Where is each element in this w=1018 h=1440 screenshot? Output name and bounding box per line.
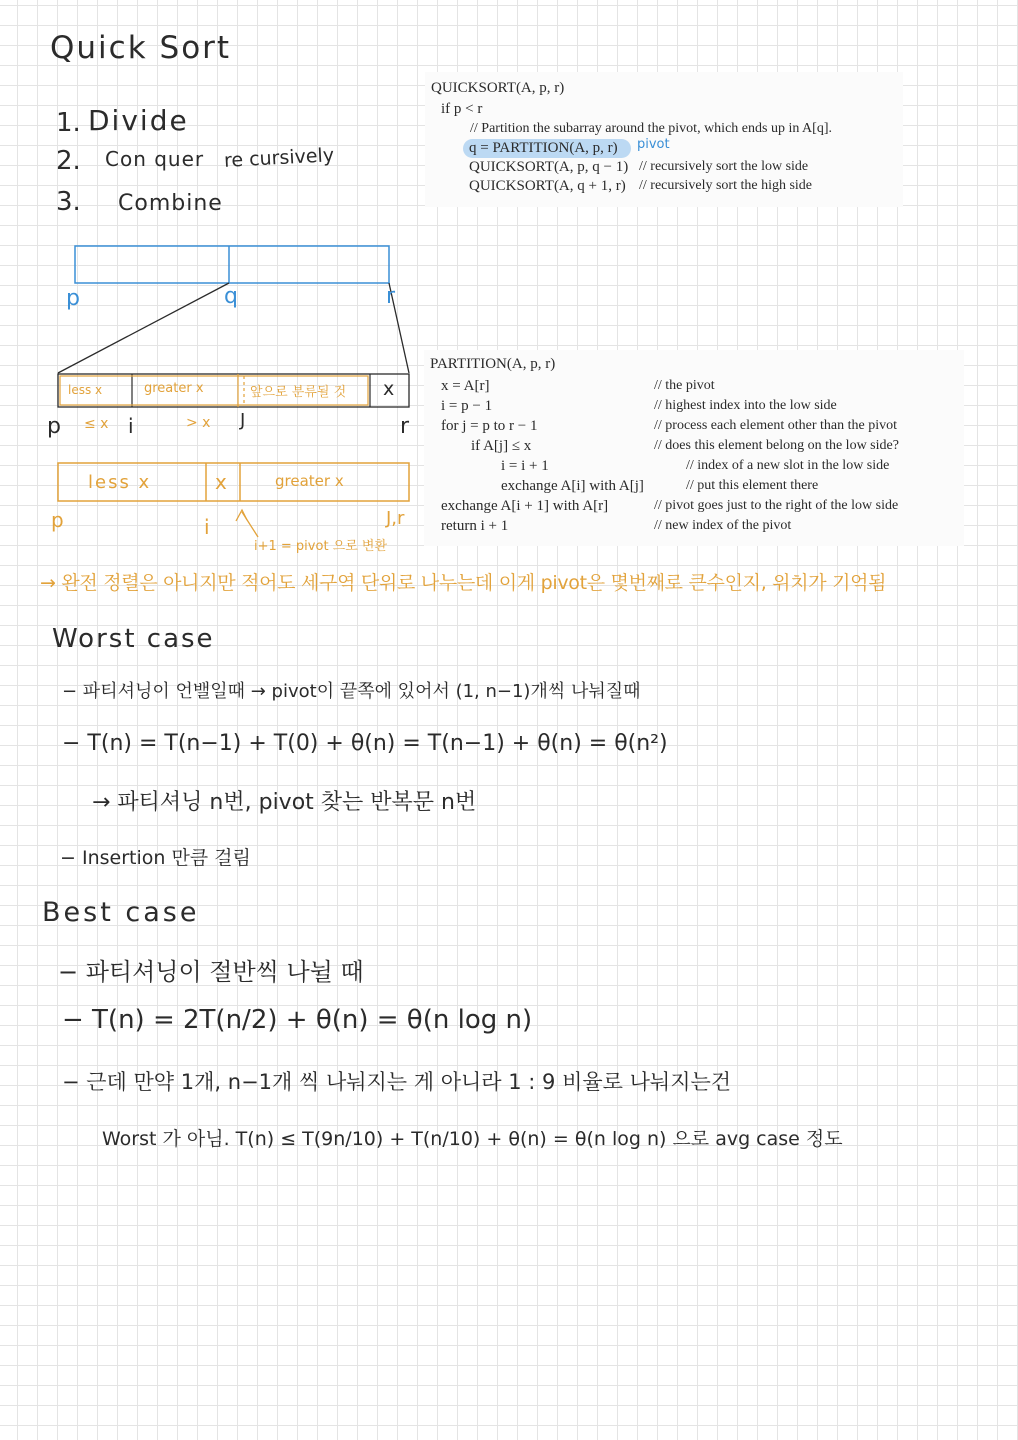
step-2-number: 2. — [56, 146, 81, 176]
quicksort-comment-high: // recursively sort the high side — [639, 178, 813, 193]
mid-label-gt: > x — [186, 415, 211, 431]
quicksort-line-partition: q = PARTITION(A, p, r) — [469, 140, 618, 156]
quicksort-line-if: if p < r — [441, 101, 483, 117]
quicksort-line-high: QUICKSORT(A, q + 1, r) — [469, 178, 626, 194]
step-3-text: Combine — [118, 191, 223, 216]
partition-comment-1: // the pivot — [654, 378, 715, 393]
page-title: Quick Sort — [50, 30, 232, 66]
best-case-heading: Best case — [42, 897, 200, 928]
best-case-line-4: Worst 가 아님. T(n) ≤ T(9n/10) + T(n/10) + θ(n) = θ(n log n) 으로 avg case 정도 — [102, 1128, 843, 1150]
partition-comment-2: // highest index into the low side — [654, 398, 837, 413]
partition-code-5: i = i + 1 — [501, 458, 549, 474]
bottom-cell-greater: greater x — [275, 472, 344, 490]
step-3-number: 3. — [56, 187, 81, 217]
blue-array — [75, 246, 389, 283]
quicksort-comment-low: // recursively sort the low side — [639, 159, 809, 174]
partition-comment-4: // does this element belong on the low side? — [654, 438, 899, 453]
mid-label-i: i — [128, 414, 134, 438]
step-1-text: Divide — [88, 104, 189, 137]
quicksort-line-low: QUICKSORT(A, p, q − 1) — [469, 159, 629, 175]
top-label-q: q — [224, 284, 238, 309]
mid-cell-unsorted: 앞으로 분류될 것 — [250, 385, 347, 400]
partition-comment-8: // new index of the pivot — [654, 518, 792, 533]
bottom-label-note: i+1 = pivot 으로 변환 — [254, 539, 388, 554]
partition-code-3: for j = p to r − 1 — [441, 418, 538, 434]
best-case-line-2: − T(n) = 2T(n/2) + θ(n) = θ(n log n) — [62, 1005, 533, 1035]
step-2-text: Con quer — [105, 147, 205, 171]
mid-cell-x: x — [383, 378, 395, 400]
mid-label-p: p — [47, 414, 61, 439]
bottom-cell-less: less x — [88, 472, 152, 493]
worst-case-line-4: − Insertion 만큼 걸림 — [60, 847, 251, 869]
partition-code-1: x = A[r] — [441, 378, 490, 394]
step-1-number: 1. — [56, 108, 81, 138]
quicksort-line-comment: // Partition the subarray around the pivot, which ends up in A[q]. — [470, 121, 832, 136]
quicksort-header: QUICKSORT(A, p, r) — [431, 80, 565, 96]
mid-label-j: J — [240, 410, 246, 431]
middle-array — [58, 374, 409, 407]
partition-code-8: return i + 1 — [441, 518, 509, 534]
mid-cell-greater: greater x — [144, 381, 204, 396]
partition-code-4: if A[j] ≤ x — [471, 438, 532, 454]
bottom-label-i: i — [204, 515, 210, 539]
partition-header: PARTITION(A, p, r) — [430, 356, 556, 372]
partition-comment-5: // index of a new slot in the low side — [686, 458, 890, 473]
bottom-cell-x: x — [215, 470, 227, 494]
mid-cell-less: less x — [68, 383, 103, 397]
best-case-line-3: − 근데 만약 1개, n−1개 씩 나눠지는 게 아니라 1 : 9 비율로 나눠지는건 — [62, 1070, 732, 1094]
top-label-r: r — [386, 284, 396, 309]
partition-comment-3: // process each element other than the pivot — [654, 418, 897, 433]
summary-note: → 완전 정렬은 아니지만 적어도 세구역 단위로 나누는데 이게 pivot은 몇번째로 큰수인지, 위치가 기억됨 — [40, 572, 887, 594]
partition-comment-6: // put this element there — [686, 478, 819, 493]
bottom-label-jr: J,r — [386, 508, 405, 529]
worst-case-line-1: − 파티셔닝이 언밸일때 → pivot이 끝쪽에 있어서 (1, n−1)개씩 나눠질때 — [62, 681, 641, 702]
mid-label-le: ≤ x — [84, 416, 109, 432]
partition-comment-7: // pivot goes just to the right of the low side — [654, 498, 899, 513]
bottom-label-p: p — [51, 508, 64, 532]
top-label-p: p — [66, 286, 80, 311]
zoom-line-left — [58, 283, 229, 373]
partition-code-7: exchange A[i + 1] with A[r] — [441, 498, 609, 514]
worst-case-line-3: → 파티셔닝 n번, pivot 찾는 반복문 n번 — [92, 790, 477, 815]
partition-code-6: exchange A[i] with A[j] — [501, 478, 644, 494]
pivot-annotation: pivot — [637, 137, 670, 152]
mid-label-r: r — [400, 414, 410, 439]
partition-code-2: i = p − 1 — [441, 398, 493, 414]
worst-case-line-2: − T(n) = T(n−1) + T(0) + θ(n) = T(n−1) + θ(n) = θ(n²) — [62, 731, 668, 756]
best-case-line-1: − 파티셔닝이 절반씩 나뉠 때 — [58, 958, 364, 986]
step-2-note: re cursively — [223, 144, 335, 172]
worst-case-heading: Worst case — [52, 624, 215, 654]
